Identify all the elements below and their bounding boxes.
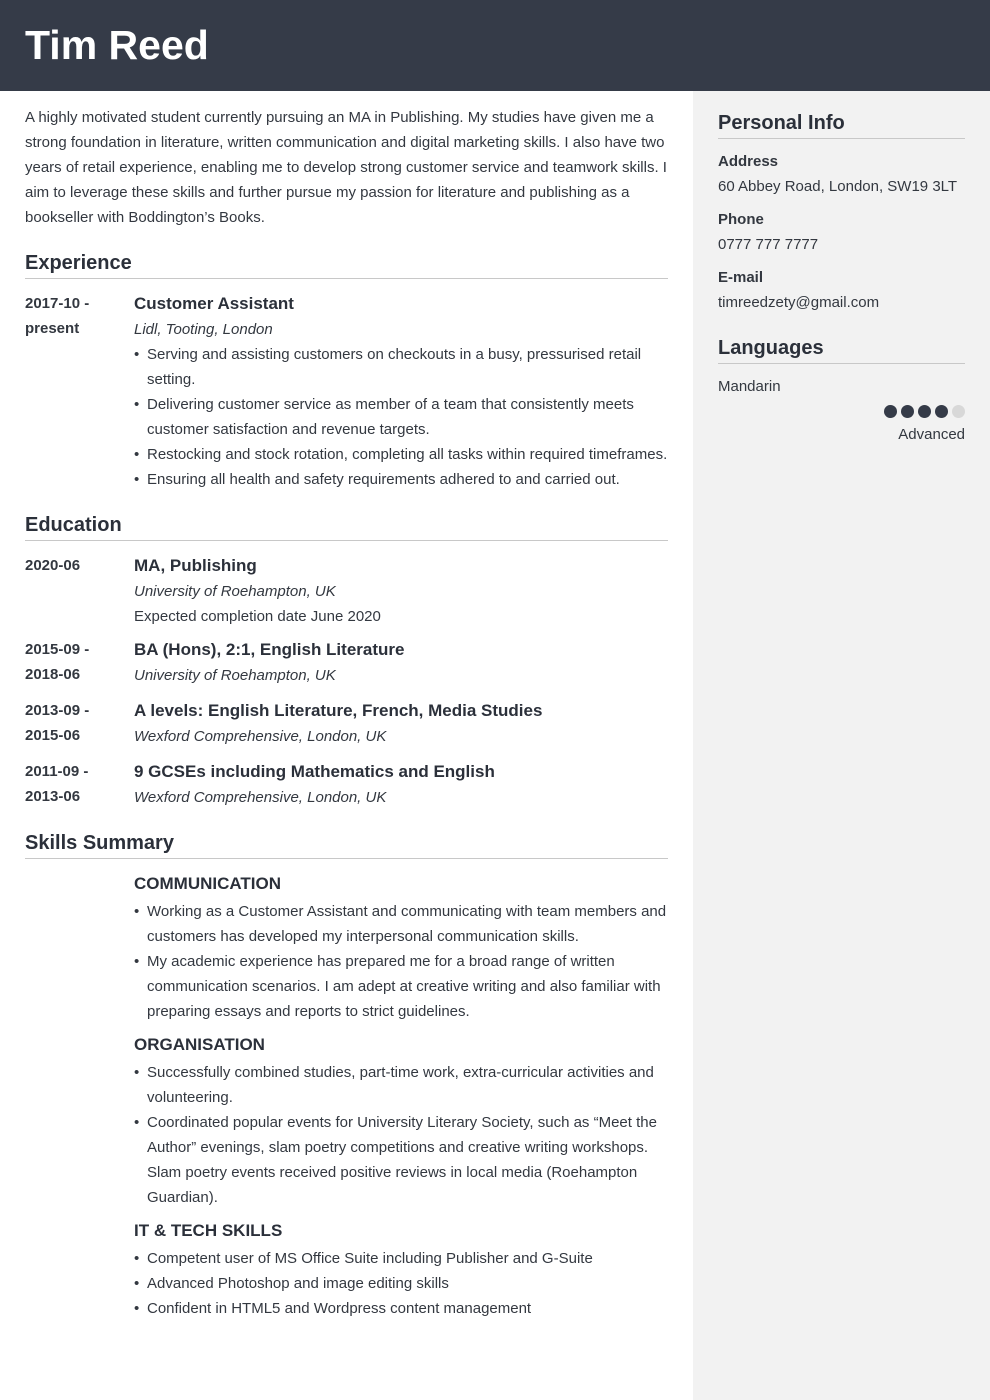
date-end: 2018-06: [25, 666, 81, 683]
education-note: Expected completion date June 2020: [134, 608, 381, 625]
education-heading: Education: [25, 513, 668, 541]
list-item: • Serving and assisting customers on checkouts in a busy, pressurised retail setting.: [134, 342, 668, 392]
education-section: [25, 513, 668, 810]
list-item: • Confident in HTML5 and Wordpress content management: [134, 1296, 668, 1321]
rating-dot-filled: [884, 405, 897, 418]
skill-group-title: COMMUNICATION: [134, 874, 281, 893]
phone-value: 0777 777 7777: [718, 236, 819, 253]
personal-info-heading: Personal Info: [718, 111, 965, 139]
responsibility-list: [134, 342, 668, 492]
school: University of Roehampton, UK: [134, 583, 336, 600]
list-item: • Coordinated popular events for University Literary Society, such as “Meet the Author” evenings, slam poetry competitions and creative writing workshops. Slam poetry events received positive reviews in local media (Roehampton Guardian).: [134, 1110, 668, 1210]
school: Wexford Comprehensive, London, UK: [134, 728, 387, 745]
language-name: Mandarin: [718, 378, 781, 395]
skill-group-it-tech: [134, 1218, 668, 1321]
personal-info-section: [718, 111, 965, 315]
list-item: • My academic experience has prepared me for a broad range of written communication scenarios. I am adept at creative writing and also familiar with preparing essays and reports to strict guidelines.: [134, 949, 668, 1024]
entry-date: [25, 698, 134, 749]
company: Lidl, Tooting, London: [134, 321, 273, 338]
skill-group-communication: [134, 871, 668, 1024]
skill-group-title: IT & TECH SKILLS: [134, 1221, 283, 1240]
languages-heading: Languages: [718, 336, 965, 364]
skills-heading: Skills Summary: [25, 831, 668, 859]
sidebar-content: [718, 111, 965, 447]
job-title: Customer Assistant: [134, 294, 294, 313]
degree-title: 9 GCSEs including Mathematics and English: [134, 762, 495, 781]
skill-list: [134, 899, 668, 1024]
rating-dot-filled: [901, 405, 914, 418]
list-item: • Restocking and stock rotation, completing all tasks within required timeframes.: [134, 442, 668, 467]
date-start: 2020-06: [25, 557, 81, 574]
rating-dot-empty: [952, 405, 965, 418]
entry-date: [25, 291, 134, 492]
entry-date: [25, 553, 134, 629]
education-entry: [25, 698, 668, 749]
languages-section: [718, 336, 965, 447]
rating-dot-filled: [918, 405, 931, 418]
experience-section: [25, 251, 668, 492]
list-item: • Advanced Photoshop and image editing skills: [134, 1271, 668, 1296]
candidate-name: Tim Reed: [25, 22, 209, 68]
email-value[interactable]: timreedzety@gmail.com: [718, 294, 880, 311]
entry-date: [25, 759, 134, 810]
education-entry: [25, 759, 668, 810]
date-end: 2015-06: [25, 727, 81, 744]
skill-group-title: ORGANISATION: [134, 1035, 265, 1054]
list-item: • Competent user of MS Office Suite including Publisher and G-Suite: [134, 1246, 668, 1271]
list-item: • Successfully combined studies, part-time work, extra-curricular activities and volunteering.: [134, 1060, 668, 1110]
degree-title: BA (Hons), 2:1, English Literature: [134, 640, 405, 659]
experience-heading: Experience: [25, 251, 668, 279]
email-label: E-mail: [718, 269, 764, 286]
list-item: • Delivering customer service as member of a team that consistently meets customer satisfaction and revenue targets.: [134, 392, 668, 442]
list-item: • Ensuring all health and safety requirements adhered to and carried out.: [134, 467, 668, 492]
phone-label: Phone: [718, 211, 764, 228]
language-item: [718, 374, 965, 447]
education-entry: [25, 553, 668, 629]
experience-entry: [25, 291, 668, 492]
skill-group-organisation: [134, 1032, 668, 1210]
rating-dot-filled: [935, 405, 948, 418]
main-column: [25, 105, 668, 1321]
skills-section: [25, 831, 668, 1321]
education-entry: [25, 637, 668, 688]
date-start: 2011-09 -: [25, 763, 89, 780]
list-item: • Working as a Customer Assistant and communicating with team members and customers has developed my interpersonal communication skills.: [134, 899, 668, 949]
skill-list: [134, 1060, 668, 1210]
language-rating: [718, 405, 965, 418]
profile-summary: A highly motivated student currently pursuing an MA in Publishing. My studies have given me a strong foundation in literature, written communication and digital marketing skills. I also have two years of retail experience, enabling me to develop strong customer service and teamwork skills. I aim to leverage these skills and further pursue my passion for literature and publishing as a bookseller with Boddington’s Books.: [25, 109, 667, 226]
school: University of Roehampton, UK: [134, 667, 336, 684]
skill-list: [134, 1246, 668, 1321]
school: Wexford Comprehensive, London, UK: [134, 789, 387, 806]
date-end: 2013-06: [25, 788, 81, 805]
date-end: present: [25, 320, 80, 337]
date-start: 2013-09 -: [25, 702, 90, 719]
language-level: Advanced: [898, 426, 965, 443]
degree-title: MA, Publishing: [134, 556, 257, 575]
entry-date: [25, 637, 134, 688]
address-label: Address: [718, 153, 779, 170]
degree-title: A levels: English Literature, French, Media Studies: [134, 701, 543, 720]
date-start: 2015-09 -: [25, 641, 90, 658]
date-start: 2017-10 -: [25, 295, 90, 312]
header-banner: [0, 0, 990, 91]
address-value: 60 Abbey Road, London, SW19 3LT: [718, 178, 958, 195]
